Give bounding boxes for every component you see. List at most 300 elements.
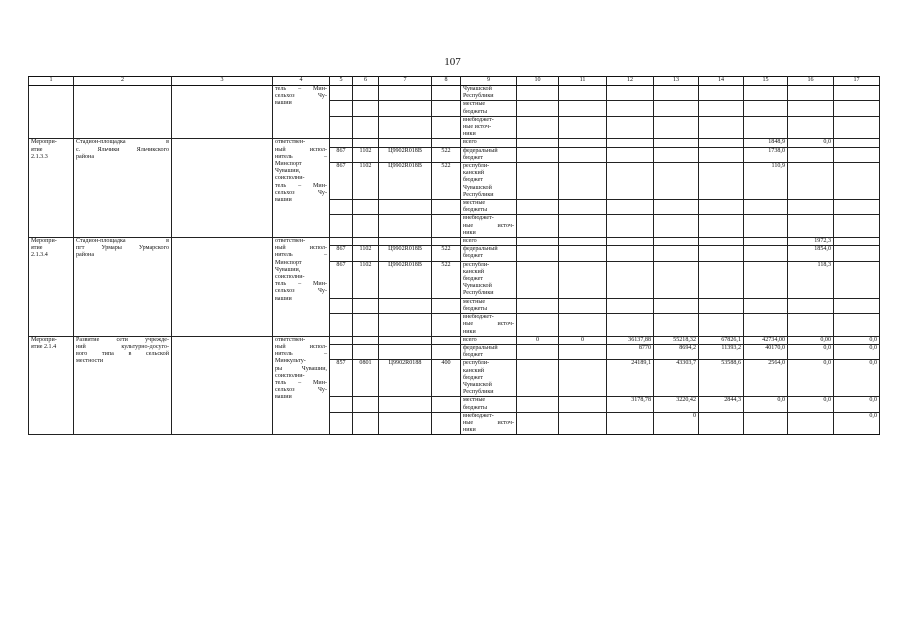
code-vr: 400 — [432, 360, 461, 397]
column-number-12: 12 — [607, 77, 654, 86]
amount-col-15 — [744, 412, 788, 435]
code-csr: Ц9902R018В — [379, 246, 432, 261]
amount-col-17 — [834, 163, 880, 200]
code-csr — [379, 314, 432, 337]
amount-col-17: 0,0 — [834, 336, 880, 344]
code-grbs — [330, 101, 353, 116]
cell-line: Стадион-площадка в — [76, 139, 169, 146]
cell-line: ры Чувашии, — [275, 365, 327, 372]
funding-source — [461, 101, 517, 116]
amount-col-10 — [517, 314, 559, 337]
code-rz — [353, 238, 379, 246]
amount-col-12: 36137,88 — [607, 336, 654, 344]
amount-col-15 — [744, 200, 788, 215]
cell-line: сельхоз Чу- — [275, 288, 327, 295]
code-csr: Ц9902R018В — [379, 147, 432, 162]
amount-col-15 — [744, 314, 788, 337]
code-grbs — [330, 215, 353, 238]
cell-line: ные источ- — [463, 321, 514, 328]
amount-col-17 — [834, 200, 880, 215]
code-csr: Ц9902R018В — [379, 163, 432, 200]
code-grbs — [330, 336, 353, 344]
activity-col3 — [172, 139, 273, 238]
amount-col-16: 118,3 — [788, 261, 834, 298]
code-vr — [432, 101, 461, 116]
cell-line: местные — [463, 200, 486, 207]
code-csr — [379, 344, 432, 359]
code-vr: 522 — [432, 147, 461, 162]
funding-source — [461, 298, 517, 313]
column-number-14: 14 — [699, 77, 744, 86]
code-vr — [432, 200, 461, 215]
cell-line: ответствен- — [275, 336, 306, 343]
amount-col-12 — [607, 261, 654, 298]
cell-line: ники — [463, 328, 476, 335]
activity-code — [29, 336, 74, 435]
code-vr — [432, 86, 461, 101]
amount-col-14: 53588,6 — [699, 360, 744, 397]
cell-line: Чувашской — [463, 283, 492, 290]
code-grbs — [330, 344, 353, 359]
cell-line: сельхоз Чу- — [275, 93, 327, 100]
amount-col-11 — [559, 215, 607, 238]
cell-line: местные — [463, 298, 486, 305]
cell-line: Республики — [463, 191, 494, 198]
cell-line: района — [76, 252, 95, 259]
amount-col-17: 0,0 — [834, 412, 880, 435]
cell-line: Минкульту- — [275, 358, 306, 365]
code-grbs: 867 — [330, 163, 353, 200]
column-number-17: 17 — [834, 77, 880, 86]
code-vr — [432, 336, 461, 344]
table-row — [29, 238, 880, 246]
cell-line: Меропри- — [31, 336, 57, 343]
column-number-6: 6 — [353, 77, 379, 86]
amount-col-15 — [744, 116, 788, 139]
amount-col-16: 0,0 — [788, 344, 834, 359]
amount-col-14: 11393,2 — [699, 344, 744, 359]
cell-line: местности — [76, 358, 104, 365]
amount-col-17 — [834, 101, 880, 116]
cell-line: ятие 2.1.4 — [31, 343, 57, 350]
code-csr — [379, 101, 432, 116]
column-number-7: 7 — [379, 77, 432, 86]
amount-col-13 — [654, 246, 699, 261]
code-vr: 522 — [432, 261, 461, 298]
code-rz — [353, 200, 379, 215]
amount-col-12 — [607, 246, 654, 261]
amount-col-15: 42734,00 — [744, 336, 788, 344]
code-grbs — [330, 314, 353, 337]
cell-line: ответствен- — [275, 139, 306, 146]
amount-col-11 — [559, 147, 607, 162]
amount-col-13: 43303,7 — [654, 360, 699, 397]
amount-col-16: 1972,3 — [788, 238, 834, 246]
funding-source — [461, 86, 517, 101]
amount-col-14: 67826,1 — [699, 336, 744, 344]
amount-col-11 — [559, 139, 607, 147]
code-grbs: 867 — [330, 147, 353, 162]
cell-line: внебюджет- — [463, 215, 494, 222]
cell-line: канский — [463, 367, 485, 374]
amount-col-10 — [517, 397, 559, 412]
cell-line: вашии — [275, 197, 292, 204]
amount-col-10 — [517, 200, 559, 215]
activity-code — [29, 139, 74, 238]
amount-col-11 — [559, 116, 607, 139]
column-number-1: 1 — [29, 77, 74, 86]
amount-col-11 — [559, 163, 607, 200]
executor — [273, 86, 330, 139]
code-rz — [353, 298, 379, 313]
amount-col-13: 8694,2 — [654, 344, 699, 359]
amount-col-15: 0,0 — [744, 397, 788, 412]
funding-source — [461, 147, 517, 162]
cell-line: сельхоз Чу- — [275, 387, 327, 394]
column-number-15: 15 — [744, 77, 788, 86]
amount-col-15: 2564,0 — [744, 360, 788, 397]
amount-col-14 — [699, 163, 744, 200]
code-vr: 522 — [432, 246, 461, 261]
code-vr — [432, 238, 461, 246]
amount-col-10 — [517, 163, 559, 200]
amount-col-13 — [654, 147, 699, 162]
code-vr — [432, 215, 461, 238]
amount-col-11 — [559, 86, 607, 101]
amount-col-14 — [699, 412, 744, 435]
amount-col-10 — [517, 344, 559, 359]
amount-col-11: 0 — [559, 336, 607, 344]
amount-col-14 — [699, 147, 744, 162]
cell-line: внебюджет- — [463, 314, 494, 321]
cell-line: тель – Мин- — [275, 86, 327, 92]
code-grbs — [330, 200, 353, 215]
amount-col-11 — [559, 412, 607, 435]
amount-col-17: 0,0 — [834, 344, 880, 359]
amount-col-12 — [607, 101, 654, 116]
amount-col-12 — [607, 139, 654, 147]
amount-col-16 — [788, 163, 834, 200]
cell-line: ный испол- — [275, 245, 327, 252]
code-rz — [353, 412, 379, 435]
cell-line: канский — [463, 268, 485, 275]
table-body — [29, 77, 880, 435]
code-vr — [432, 397, 461, 412]
code-vr — [432, 412, 461, 435]
cell-line: соисполни- — [275, 274, 305, 281]
amount-col-10 — [517, 412, 559, 435]
amount-col-16 — [788, 101, 834, 116]
code-csr — [379, 116, 432, 139]
code-csr — [379, 238, 432, 246]
amount-col-10 — [517, 116, 559, 139]
amount-col-13 — [654, 116, 699, 139]
cell-line: ний культурно-досуго- — [76, 343, 169, 350]
column-number-8: 8 — [432, 77, 461, 86]
cell-line: федеральный — [463, 246, 498, 253]
amount-col-12 — [607, 116, 654, 139]
activity-code — [29, 86, 74, 139]
cell-line: Чувашской — [463, 184, 492, 191]
amount-col-16 — [788, 298, 834, 313]
cell-line: всего — [463, 238, 477, 245]
amount-col-10 — [517, 246, 559, 261]
cell-line: внебюджет- — [463, 116, 494, 123]
cell-line: Меропри- — [31, 238, 57, 245]
amount-col-17 — [834, 314, 880, 337]
code-rz — [353, 397, 379, 412]
cell-line: местные — [463, 101, 486, 108]
cell-line: Республики — [463, 389, 494, 396]
cell-line: Развитие сети учрежде- — [76, 336, 169, 343]
code-vr — [432, 298, 461, 313]
amount-col-12: 3178,78 — [607, 397, 654, 412]
funding-source — [461, 215, 517, 238]
cell-line: соисполни- — [275, 175, 305, 182]
cell-line: ные источ- — [463, 222, 514, 229]
cell-line: Чувашской — [463, 381, 492, 388]
table-row — [29, 336, 880, 344]
cell-line: бюджет — [463, 374, 483, 381]
amount-col-13 — [654, 215, 699, 238]
amount-col-11 — [559, 298, 607, 313]
amount-col-14: 2844,3 — [699, 397, 744, 412]
column-number-3: 3 — [172, 77, 273, 86]
amount-col-11 — [559, 246, 607, 261]
amount-col-12 — [607, 314, 654, 337]
code-vr — [432, 139, 461, 147]
amount-col-13 — [654, 139, 699, 147]
amount-col-17 — [834, 238, 880, 246]
activity-col3 — [172, 336, 273, 435]
funding-source — [461, 246, 517, 261]
amount-col-14 — [699, 314, 744, 337]
column-number-4: 4 — [273, 77, 330, 86]
cell-line: Республики — [463, 290, 494, 297]
executor — [273, 238, 330, 337]
amount-col-12 — [607, 298, 654, 313]
activity-name — [74, 336, 172, 435]
cell-line: бюджет — [463, 276, 483, 283]
cell-line: вашии — [275, 394, 292, 401]
cell-line: вашии — [275, 295, 292, 302]
amount-col-11 — [559, 360, 607, 397]
code-csr: Ц9902R018В — [379, 261, 432, 298]
amount-col-14 — [699, 101, 744, 116]
cell-line: соисполни- — [275, 372, 305, 379]
amount-col-12 — [607, 200, 654, 215]
activity-name — [74, 139, 172, 238]
amount-col-15 — [744, 298, 788, 313]
funding-source — [461, 344, 517, 359]
code-csr — [379, 139, 432, 147]
amount-col-13 — [654, 163, 699, 200]
amount-col-16: 1854,0 — [788, 246, 834, 261]
amount-col-14 — [699, 298, 744, 313]
amount-col-15: 110,9 — [744, 163, 788, 200]
code-grbs: 867 — [330, 261, 353, 298]
cell-line: бюджет — [463, 253, 483, 260]
code-rz: 1102 — [353, 163, 379, 200]
amount-col-17 — [834, 147, 880, 162]
activity-name — [74, 238, 172, 337]
amount-col-13 — [654, 238, 699, 246]
amount-col-10: 0 — [517, 336, 559, 344]
amount-col-13 — [654, 298, 699, 313]
amount-col-13 — [654, 261, 699, 298]
cell-line: 2.1.3.4 — [31, 252, 48, 259]
code-grbs — [330, 298, 353, 313]
cell-line: бюджеты — [463, 207, 488, 214]
cell-line: бюджет — [463, 177, 483, 184]
code-rz — [353, 139, 379, 147]
funding-source — [461, 116, 517, 139]
code-rz: 1102 — [353, 261, 379, 298]
code-grbs: 867 — [330, 246, 353, 261]
executor — [273, 139, 330, 238]
activity-code — [29, 238, 74, 337]
amount-col-12 — [607, 86, 654, 101]
amount-col-17: 0,0 — [834, 397, 880, 412]
amount-col-16 — [788, 116, 834, 139]
cell-line: Чувашской — [463, 86, 492, 92]
code-vr: 522 — [432, 163, 461, 200]
cell-line: Минспорт — [275, 161, 302, 168]
amount-col-13: 0 — [654, 412, 699, 435]
column-number-9: 9 — [461, 77, 517, 86]
amount-col-17 — [834, 86, 880, 101]
amount-col-14 — [699, 246, 744, 261]
amount-col-16 — [788, 314, 834, 337]
cell-line: Меропри- — [31, 139, 57, 146]
cell-line: ники — [463, 427, 476, 434]
amount-col-11 — [559, 344, 607, 359]
amount-col-15: 1738,0 — [744, 147, 788, 162]
amount-col-15: 1848,9 — [744, 139, 788, 147]
amount-col-12: 8770 — [607, 344, 654, 359]
code-csr — [379, 298, 432, 313]
amount-col-10 — [517, 238, 559, 246]
cell-line: республи- — [463, 261, 490, 268]
cell-line: ный испол- — [275, 146, 327, 153]
funding-source — [461, 139, 517, 147]
column-number-10: 10 — [517, 77, 559, 86]
amount-col-16: 0,0 — [788, 139, 834, 147]
cell-line: бюджет — [463, 352, 483, 359]
amount-col-10 — [517, 101, 559, 116]
code-vr — [432, 344, 461, 359]
code-rz — [353, 215, 379, 238]
cell-line: ответствен- — [275, 238, 306, 245]
cell-line: вашии — [275, 100, 292, 107]
amount-col-17 — [834, 139, 880, 147]
amount-col-17 — [834, 298, 880, 313]
cell-line: Минспорт — [275, 259, 302, 266]
cell-line: федеральный — [463, 344, 498, 351]
code-csr — [379, 215, 432, 238]
amount-col-12 — [607, 238, 654, 246]
code-rz: 1102 — [353, 147, 379, 162]
code-csr — [379, 86, 432, 101]
funding-source — [461, 314, 517, 337]
column-number-2: 2 — [74, 77, 172, 86]
cell-line: ятие — [31, 245, 43, 252]
amount-col-14 — [699, 238, 744, 246]
code-grbs: 857 — [330, 360, 353, 397]
amount-col-17 — [834, 116, 880, 139]
code-csr — [379, 336, 432, 344]
cell-line: тель – Мин- — [275, 281, 327, 288]
amount-col-16 — [788, 86, 834, 101]
amount-col-15 — [744, 246, 788, 261]
amount-col-16: 0,0 — [788, 360, 834, 397]
amount-col-14 — [699, 215, 744, 238]
amount-col-14 — [699, 200, 744, 215]
amount-col-12 — [607, 147, 654, 162]
funding-source — [461, 412, 517, 435]
amount-col-14 — [699, 86, 744, 101]
code-rz: 0801 — [353, 360, 379, 397]
amount-col-17 — [834, 246, 880, 261]
cell-line: внебюджет- — [463, 412, 494, 419]
budget-table — [28, 76, 880, 435]
amount-col-16: 0,00 — [788, 336, 834, 344]
amount-col-16 — [788, 147, 834, 162]
amount-col-12 — [607, 412, 654, 435]
code-rz — [353, 336, 379, 344]
column-number-16: 16 — [788, 77, 834, 86]
amount-col-12: 24189,1 — [607, 360, 654, 397]
cell-line: канский — [463, 170, 485, 177]
column-number-11: 11 — [559, 77, 607, 86]
code-rz — [353, 101, 379, 116]
amount-col-16: 0,0 — [788, 397, 834, 412]
amount-col-14 — [699, 261, 744, 298]
amount-col-13: 3220,42 — [654, 397, 699, 412]
cell-line: тель – Мин- — [275, 182, 327, 189]
amount-col-17 — [834, 215, 880, 238]
amount-col-10 — [517, 147, 559, 162]
amount-col-15 — [744, 101, 788, 116]
code-rz — [353, 314, 379, 337]
funding-source — [461, 360, 517, 397]
funding-source — [461, 238, 517, 246]
cell-line: Стадион-площадка в — [76, 238, 169, 245]
code-rz — [353, 116, 379, 139]
activity-col3 — [172, 238, 273, 337]
cell-line: нитель – — [275, 252, 327, 259]
cell-line: федеральный — [463, 147, 498, 154]
code-grbs — [330, 86, 353, 101]
amount-col-10 — [517, 360, 559, 397]
cell-line: ные источ- — [463, 419, 514, 426]
amount-col-16 — [788, 412, 834, 435]
code-rz — [353, 86, 379, 101]
funding-source — [461, 336, 517, 344]
code-csr — [379, 200, 432, 215]
amount-col-13 — [654, 86, 699, 101]
code-grbs — [330, 238, 353, 246]
code-vr — [432, 314, 461, 337]
amount-col-14 — [699, 139, 744, 147]
cell-line: сельхоз Чу- — [275, 189, 327, 196]
cell-line: ятие — [31, 146, 43, 153]
cell-line: ный испол- — [275, 343, 327, 350]
cell-line: республи- — [463, 360, 490, 367]
amount-col-11 — [559, 397, 607, 412]
amount-col-10 — [517, 86, 559, 101]
page-number: 107 — [444, 56, 461, 68]
